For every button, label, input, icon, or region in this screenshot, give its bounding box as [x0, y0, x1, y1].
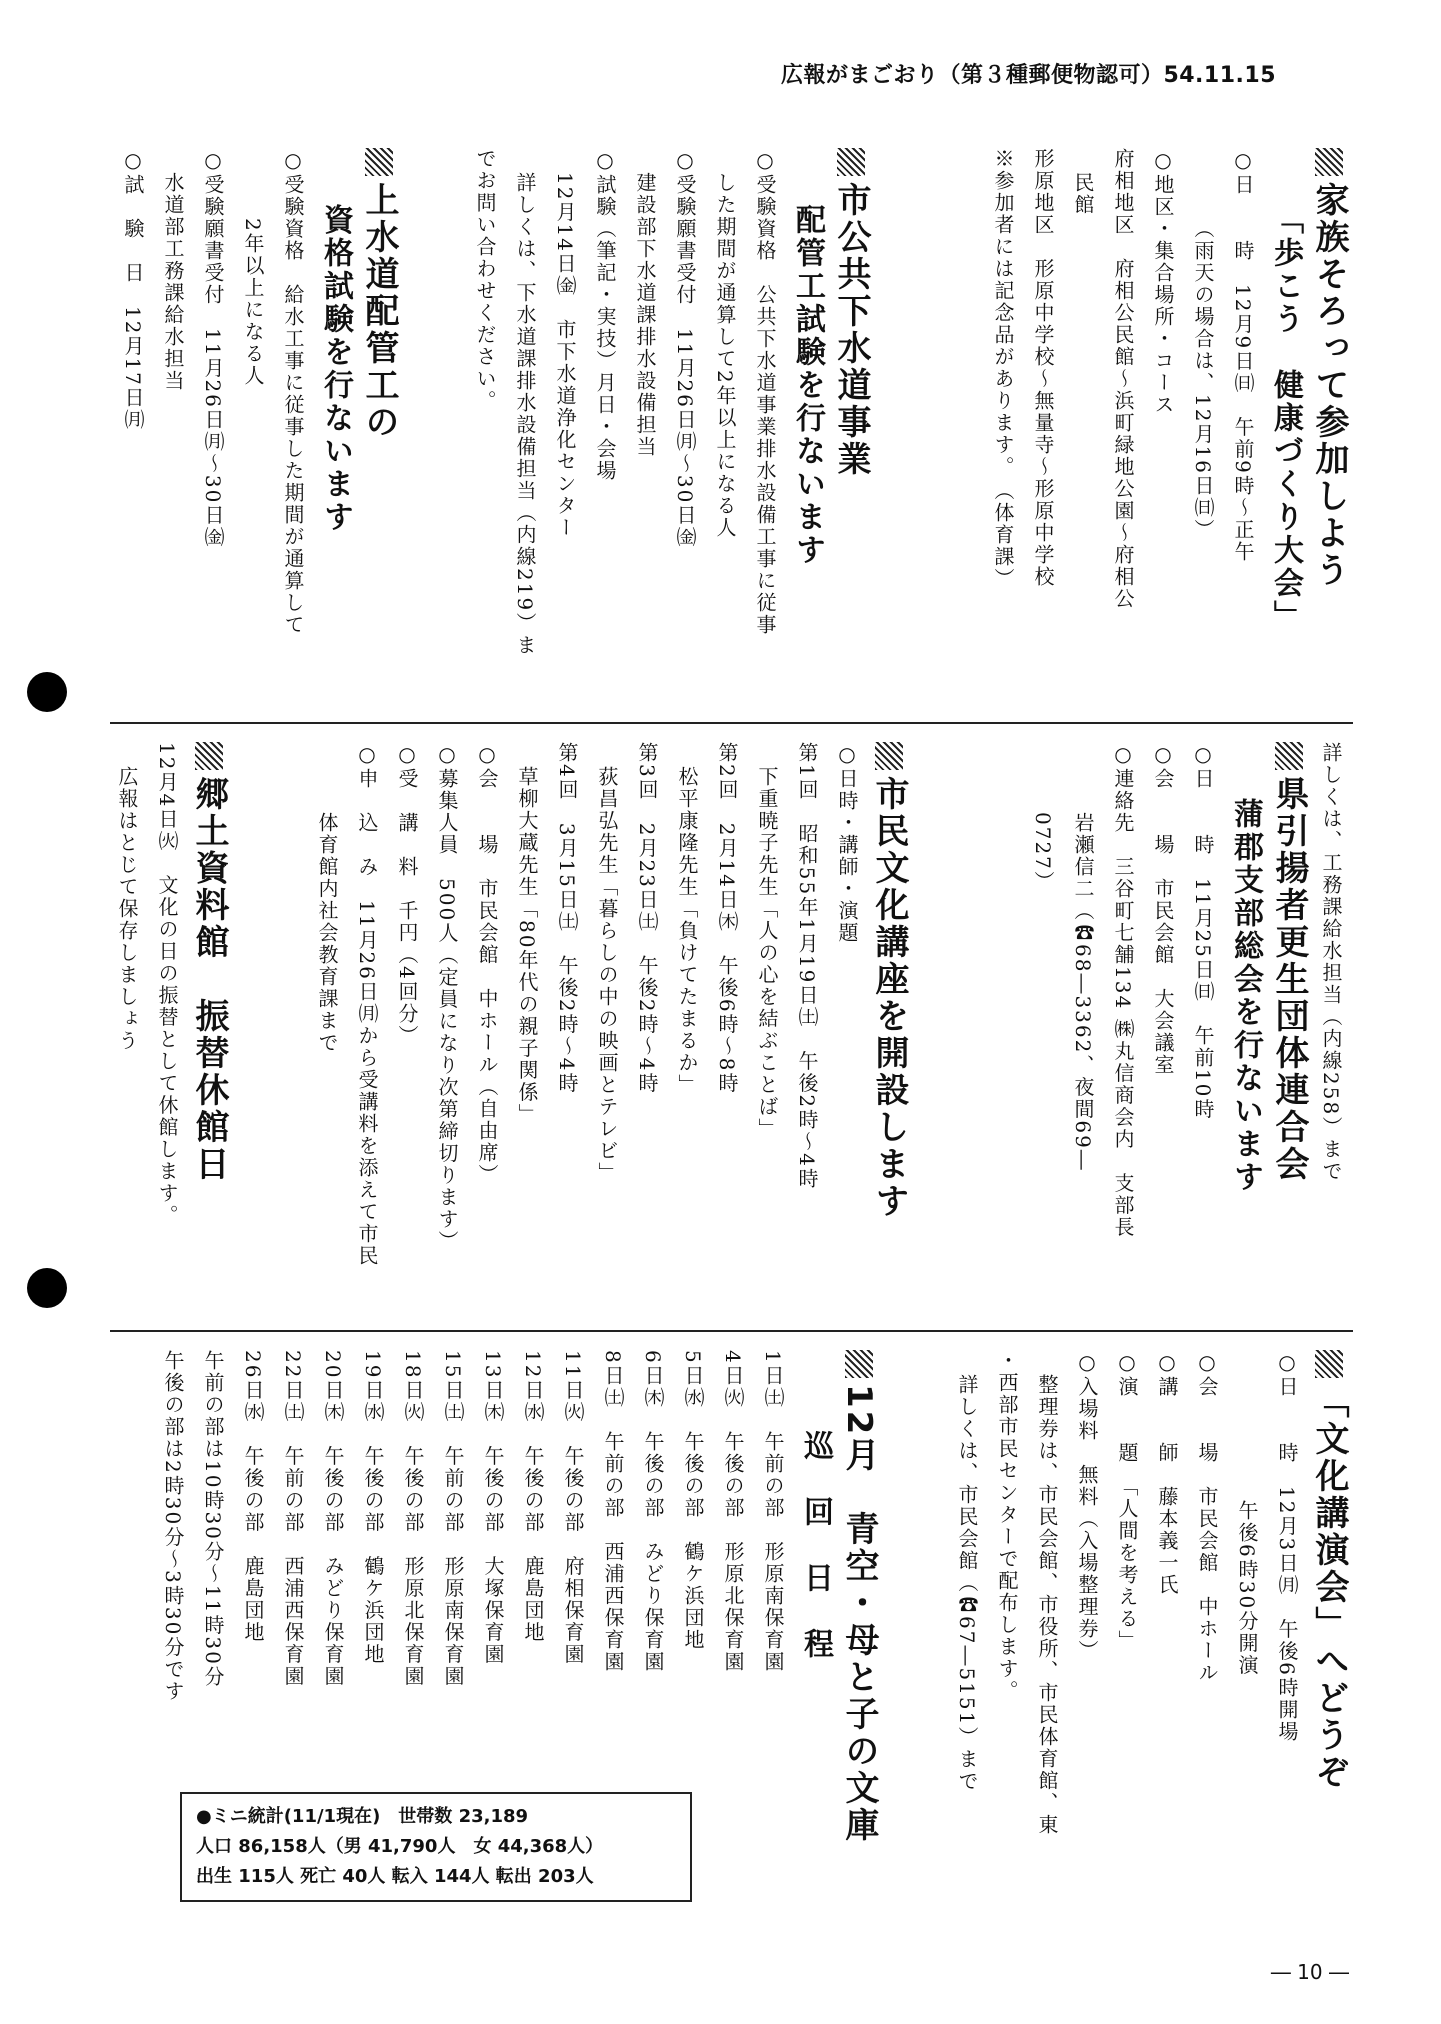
repatriate-section: [1023, 742, 1351, 1317]
lecture-section: [947, 1350, 1351, 1940]
mini-stats-line: 人口 86,158人（男 41,790人 女 44,368人）: [196, 1836, 604, 1857]
sewer-exam-section: [465, 148, 873, 708]
culture-course-line: ○受 講 料 千円（4回分）: [395, 742, 419, 1047]
lecture-line: 整理券は、市民会館、市役所、市民体育館、東: [1035, 1374, 1059, 1836]
divider-top: [110, 722, 1353, 724]
library-title-text: 12月 青空・母と子の文庫: [839, 1384, 879, 1845]
repatriate-subtitle: 蒲郡支部総会を行ないます: [1228, 798, 1263, 1194]
family-walk-subtitle: 「歩こう 健康づくり大会」: [1268, 204, 1303, 633]
family-walk-title: [1307, 148, 1351, 708]
section-mark-icon: [1275, 742, 1303, 770]
water-exam-line: ○受験資格 給水工事に従事した期間が通算して: [281, 148, 305, 636]
mini-stats-line: ●ミニ統計(11/1現在) 世帯数 23,189: [196, 1806, 529, 1827]
section-mark-icon: [875, 742, 903, 770]
repatriate-line: ○会 場 市民会館 大会議室: [1151, 742, 1175, 1076]
culture-course-line: 第3回 2月23日㈯ 午後2時～4時: [635, 742, 659, 1095]
repatriate-title: [1267, 742, 1311, 1317]
museum-section: [91, 742, 231, 1317]
repatriate-line: ○連絡先 三谷町七舗134 ㈱丸信商会内 支部長: [1111, 742, 1135, 1239]
section-mark-icon: [195, 742, 223, 770]
schedule-row: 1日㈯ 午前の部 形原南保育園: [761, 1350, 785, 1673]
repatriate-line: ○日 時 11月25日㈰ 午前10時: [1191, 742, 1215, 1121]
culture-course-section: [307, 742, 911, 1317]
schedule-row: 4日㈫ 午後の部 形原北保育園: [721, 1350, 745, 1673]
keep-note: 広報はとじて保存しましょう: [115, 766, 139, 1052]
culture-course-line: 第4回 3月15日㈯ 午後2時～4時: [555, 742, 579, 1095]
mini-stats-line: 出生 115人 死亡 40人 転入 144人 転出 203人: [196, 1866, 594, 1887]
museum-title: [187, 742, 231, 1317]
lecture-title-text: 「文化講演会」へどうぞ: [1309, 1384, 1349, 1791]
culture-course-line: 体育館内社会教育課まで: [315, 812, 339, 1054]
lecture-line: ○演 題 「人間を考える」: [1115, 1350, 1139, 1652]
museum-title-text: 郷土資料館 振替休館日: [189, 776, 229, 1183]
family-walk-line: 形原地区 形原中学校～無量寺～形原中学校: [1031, 148, 1055, 588]
schedule-row: 22日㈯ 午前の部 西浦西保育園: [281, 1350, 305, 1688]
header-title: 広報がまごおり（第３種郵便物認可）54.11.15: [780, 63, 1276, 88]
library-title: [837, 1350, 881, 1940]
lecture-line: 詳しくは、市民会館（☎67―5151）まで: [955, 1374, 979, 1793]
culture-course-line: 第1回 昭和55年1月19日㈯ 午後2時～4時: [795, 742, 819, 1190]
sewer-exam-title: [829, 148, 873, 708]
family-walk-line: ※参加者には記念品があります。 （体育課）: [991, 148, 1015, 590]
family-walk-line: ○地区・集合場所・コース: [1151, 148, 1175, 416]
schedule-row: 15日㈯ 午前の部 形原南保育園: [441, 1350, 465, 1688]
water-exam-title-text: 上水道配管工の: [359, 182, 399, 441]
lecture-line: ・西部市民センターで配布します。: [995, 1350, 1019, 1702]
schedule-row: 12日㈬ 午後の部 鹿島団地: [521, 1350, 545, 1644]
lecture-line: 午後6時30分開演: [1235, 1500, 1259, 1677]
water-exam-section: [113, 148, 401, 708]
water-exam-title: [357, 148, 401, 708]
water-exam-line: 水道部工務課給水担当: [161, 172, 185, 392]
lecture-title: [1307, 1350, 1351, 1940]
repatriate-line: 岩瀬信二（☎68―3362、夜間69―: [1071, 812, 1095, 1172]
sewer-exam-title-text: 市公共下水道事業: [831, 182, 871, 478]
culture-course-title: [867, 742, 911, 1317]
family-walk-section: [983, 148, 1351, 708]
lecture-line: ○日 時 12月3日㈪ 午後6時開場: [1275, 1350, 1299, 1743]
culture-course-line: 第2回 2月14日㈭ 午後6時～8時: [715, 742, 739, 1095]
sewer-exam-line: ○受験資格 公共下水道事業排水設備工事に従事: [753, 148, 777, 636]
schedule-row: 18日㈫ 午後の部 形原北保育園: [401, 1350, 425, 1688]
family-walk-line: 府相地区 府相公民館～浜町緑地公園～府相公: [1111, 148, 1135, 610]
culture-course-line: ○日時・講師・演題: [835, 742, 859, 944]
mini-stats-box: [180, 1792, 692, 1902]
sewer-exam-line: 詳しくは、下水道課排水設備担当（内線219）ま: [513, 172, 537, 657]
schedule-row: 6日㈭ 午後の部 みどり保育園: [641, 1350, 665, 1673]
water-exam-line: 2年以上になる人: [241, 218, 265, 387]
sewer-exam-line: ○受験願書受付 11月26日㈪～30日㈮: [673, 148, 697, 549]
water-exam-subtitle: 資格試験を行ないます: [318, 204, 353, 534]
section-mark-icon: [365, 148, 393, 176]
culture-course-line: ○募集人員 500人（定員になり次第締切ります）: [435, 742, 459, 1253]
family-walk-title-text: 家族そろって参加しよう: [1309, 182, 1349, 589]
repatriate-title-text: 県引揚者更生団体連合会: [1269, 776, 1309, 1183]
schedule-row: 8日㈯ 午前の部 西浦西保育園: [601, 1350, 625, 1673]
sewer-exam-line: ○試験（筆記・実技）月日・会場: [593, 148, 617, 482]
culture-course-title-text: 市民文化講座を開設します: [869, 776, 909, 1220]
culture-course-line: 荻昌弘先生「暮らしの中の映画とテレビ」: [595, 766, 619, 1184]
culture-course-line: ○会 場 市民会館 中ホール（自由席）: [475, 742, 499, 1186]
lecture-line: ○会 場 市民会館 中ホール: [1195, 1350, 1219, 1684]
page-number: ― 10 ―: [1270, 1960, 1349, 1984]
section-mark-icon: [1315, 1350, 1343, 1378]
divider-middle: [110, 1330, 1353, 1332]
culture-course-line: 松平康隆先生「負けてたまるか」: [675, 766, 699, 1096]
schedule-row: 26日㈬ 午後の部 鹿島団地: [241, 1350, 265, 1644]
culture-course-line: ○申 込 み 11月26日㈪から受講料を添えて市民: [355, 742, 379, 1267]
lecture-line: ○入場料 無料（入場整理券）: [1075, 1350, 1099, 1662]
schedule-note: 午後の部は2時30分～3時30分です: [161, 1350, 185, 1703]
schedule-row: 5日㈬ 午後の部 鶴ケ浜団地: [681, 1350, 705, 1651]
schedule-row: 13日㈭ 午後の部 大塚保育園: [481, 1350, 505, 1666]
sewer-exam-line: 建設部下水道課排水設備担当: [633, 172, 657, 458]
water-exam-continuation: 詳しくは、工務課給水担当（内線258）まで: [1319, 742, 1343, 1183]
schedule-note: 午前の部は10時30分～11時30分: [201, 1350, 225, 1688]
binding-hole-2: [27, 1268, 67, 1308]
museum-line: 12月4日㈫ 文化の日の振替として休館します。: [155, 742, 179, 1227]
section-mark-icon: [845, 1350, 873, 1378]
repatriate-line: 0727）: [1031, 812, 1055, 893]
water-exam-line: ○試 験 日 12月17日㈪: [121, 148, 145, 431]
sewer-exam-line: でお問い合わせください。: [473, 148, 497, 412]
lecture-line: ○講 師 藤本義一氏: [1155, 1350, 1179, 1596]
sewer-exam-line: した期間が通算して2年以上になる人: [713, 172, 737, 539]
schedule-row: 11日㈫ 午後の部 府相保育園: [561, 1350, 585, 1666]
schedule-row: 20日㈭ 午後の部 みどり保育園: [321, 1350, 345, 1688]
section-mark-icon: [837, 148, 865, 176]
sewer-exam-line: 12月14日㈮ 市下水道浄化センター: [553, 172, 577, 539]
binding-hole-1: [27, 672, 67, 712]
culture-course-line: 草柳大蔵先生「80年代の親子関係」: [515, 766, 539, 1126]
library-subtitle: 巡 回 日 程: [798, 1430, 833, 1661]
family-walk-line: 民館: [1071, 172, 1095, 216]
section-mark-icon: [1315, 148, 1343, 176]
culture-course-line: 下重暁子先生「人の心を結ぶことば」: [755, 766, 779, 1140]
water-exam-line: ○受験願書受付 11月26日㈪～30日㈮: [201, 148, 225, 549]
schedule-row: 19日㈬ 午後の部 鶴ケ浜団地: [361, 1350, 385, 1666]
sewer-exam-subtitle: 配管工試験を行ないます: [790, 204, 825, 567]
family-walk-line: ○日 時 12月9日㈰ 午前9時～正午: [1231, 148, 1255, 563]
family-walk-line: （雨天の場合は、12月16日㈰）: [1191, 218, 1215, 541]
